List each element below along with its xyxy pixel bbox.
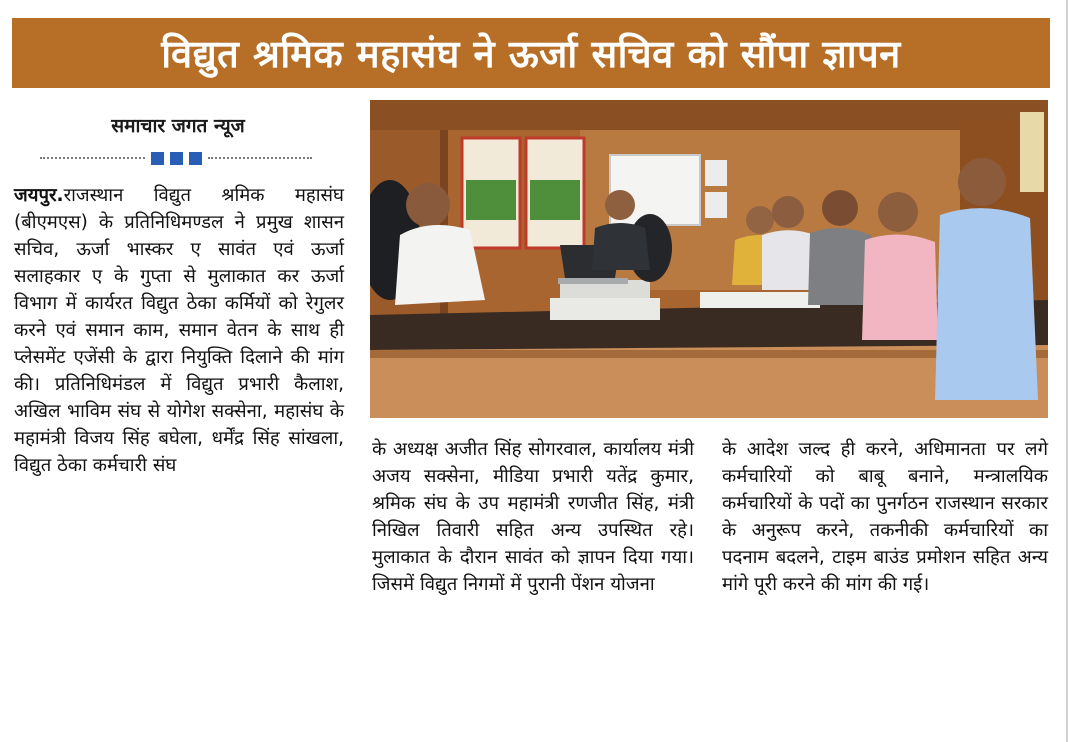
byline: समाचार जगत न्यूज [111,115,245,137]
divider-square [151,152,164,165]
headline-text: विद्युत श्रमिक महासंघ ने ऊर्जा सचिव को सौंपा ज्ञापन [161,32,901,76]
divider-square [189,152,202,165]
divider-square [170,152,183,165]
headline-banner [12,18,1050,88]
divider-dots-left [40,157,145,159]
column-2-text: के अध्यक्ष अजीत सिंह सोगरवाल, कार्यालय मंत्री अजय सक्सेना, मीडिया प्रभारी यतेंद्र कुमार, श्रमिक संघ के उप महामंत्री रणजीत सिंह, मंत्री निखिल तिवारी सहित अन्य उपस्थित रहे। मुलाकात के दौरान सावंत को ज्ञापन दिया गया। जिसमें विद्युत निगमों में पुरानी पेंशन योजना [372,439,694,595]
column-3-text: के आदेश जल्द ही करने, अधिमानता पर लगे कर्मचारियों को बाबू बनाने, मन्त्रालयिक कर्मचारियों के पदों का पुनर्गठन राजस्थान सरकार के अनुरूप करने, तकनीकी कर्मचारियों का पदनाम बदलने, टाइम बाउंड प्रमोशन सहित अन्य मांगे पूरी करने की मांग की गई। [722,439,1048,595]
byline-divider [40,152,312,164]
page-edge-rule [1066,0,1068,742]
article-paragraph [14,182,344,479]
divider-dots-right [208,157,313,159]
meeting-photo-illustration [370,100,1048,418]
article-column-2 [372,436,694,598]
news-photo [370,100,1048,418]
article-column-3 [722,436,1048,598]
dateline: जयपुर. [14,185,64,206]
article-column-1 [14,182,344,479]
column-1-text: राजस्थान विद्युत श्रमिक महासंघ (बीएमएस) के प्रतिनिधिमण्डल ने प्रमुख शासन सचिव, ऊर्जा भास्कर ए सावंत एवं ऊर्जा सलाहकार ए के गुप्ता से मुलाकात कर ऊर्जा विभाग में कार्यरत विद्युत ठेका कर्मियों को रेगुलर करने एवं समान काम, समान वेतन के साथ ही प्लेसमेंट एजेंसी के द्वारा नियुक्ति दिलाने की मांग की। प्रतिनिधिमंडल में विद्युत प्रभारी कैलाश, अखिल भाविम संघ से योगेश सक्सेना, महासंघ के महामंत्री विजय सिंह बघेला, धर्मेंद्र सिंह सांखला, विद्युत ठेका कर्मचारी संघ [14,185,344,476]
